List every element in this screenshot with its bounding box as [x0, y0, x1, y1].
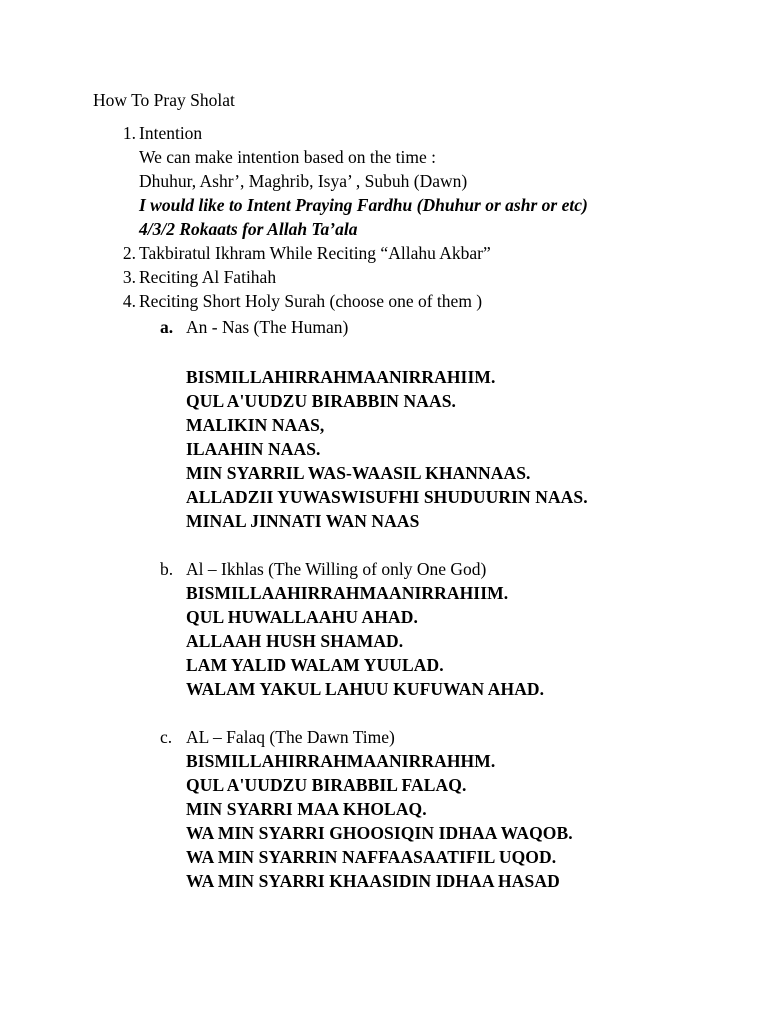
page-title: How To Pray Sholat: [93, 90, 235, 110]
step-label: Takbiratul Ikhram While Reciting “Allahu Akbar”: [139, 243, 491, 263]
step-number: 1.: [122, 123, 136, 143]
step-1-detail-2: Dhuhur, Ashr’, Maghrib, Isya’ , Subuh (Dawn): [139, 171, 468, 191]
surah-a-verse-6: ALLADZII YUWASWISUFHI SHUDUURIN NAAS.: [186, 487, 588, 507]
surah-letter: a.: [160, 317, 174, 337]
surah-a-verse-5: MIN SYARRIL WAS-WAASIL KHANNAAS.: [186, 463, 531, 483]
step-number: 3.: [122, 267, 136, 287]
surah-a-verse-1: BISMILLAHIRRAHMAANIRRAHIIM.: [186, 367, 496, 387]
step-label: Intention: [139, 123, 203, 143]
surah-c-verse-2: QUL A'UUDZU BIRABBIL FALAQ.: [186, 775, 467, 795]
surah-name: An - Nas (The Human): [186, 317, 349, 337]
step-label: Reciting Short Holy Surah (choose one of them ): [139, 291, 483, 311]
surah-b-verse-1: BISMILLAAHIRRAHMAANIRRAHIIM.: [186, 583, 509, 603]
surah-a-verse-3: MALIKIN NAAS,: [186, 415, 325, 435]
surah-b-verse-3: ALLAAH HUSH SHAMAD.: [186, 631, 404, 651]
step-1-rokaats-text: 4/3/2 Rokaats for Allah Ta’ala: [139, 219, 358, 239]
surah-c-verse-3: MIN SYARRI MAA KHOLAQ.: [186, 799, 427, 819]
step-number: 4.: [122, 291, 136, 311]
surah-b-verse-2: QUL HUWALLAAHU AHAD.: [186, 607, 418, 627]
surah-a-verse-2: QUL A'UUDZU BIRABBIN NAAS.: [186, 391, 457, 411]
step-1-intention-text: I would like to Intent Praying Fardhu (Dhuhur or ashr or etc): [139, 195, 588, 215]
step-label: Reciting Al Fatihah: [139, 267, 277, 287]
surah-c-verse-1: BISMILLAHIRRAHMAANIRRAHHM.: [186, 751, 496, 771]
surah-c-verse-6: WA MIN SYARRI KHAASIDIN IDHAA HASAD: [186, 871, 560, 891]
surah-c-verse-4: WA MIN SYARRI GHOOSIQIN IDHAA WAQOB.: [186, 823, 573, 843]
surah-b-verse-4: LAM YALID WALAM YUULAD.: [186, 655, 444, 675]
surah-b-verse-5: WALAM YAKUL LAHUU KUFUWAN AHAD.: [186, 679, 545, 699]
surah-letter: c.: [160, 727, 173, 747]
step-1-detail-1: We can make intention based on the time :: [139, 147, 436, 167]
step-number: 2.: [122, 243, 136, 263]
surah-a-verse-7: MINAL JINNATI WAN NAAS: [186, 511, 420, 531]
surah-a-verse-4: ILAAHIN NAAS.: [186, 439, 321, 459]
surah-letter: b.: [160, 559, 174, 579]
surah-name: Al – Ikhlas (The Willing of only One God): [186, 559, 487, 579]
surah-c-verse-5: WA MIN SYARRIN NAFFAASAATIFIL UQOD.: [186, 847, 557, 867]
surah-name: AL – Falaq (The Dawn Time): [186, 727, 395, 747]
